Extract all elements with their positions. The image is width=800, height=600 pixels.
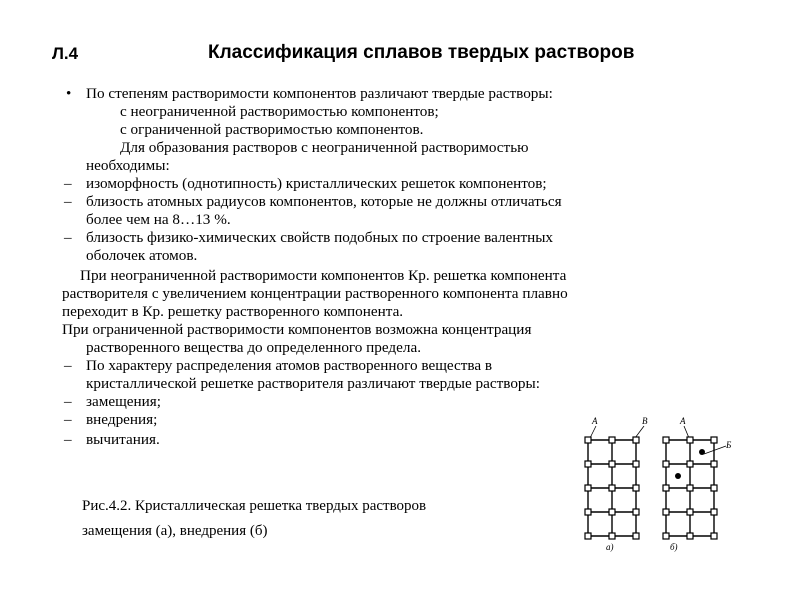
figure-caption-line2: замещения (а), внедрения (б) xyxy=(82,523,268,539)
label-b2-side: Б xyxy=(726,440,732,450)
text-line: переходит в Кр. решетку растворенного компонента. xyxy=(62,303,404,320)
label-a-top: А xyxy=(592,416,598,426)
text-line: близость физико-химических свойств подобных по строение валентных xyxy=(86,229,554,246)
text-line: кристаллической решетке растворителя различают твердые растворы: xyxy=(86,375,540,392)
text-line: По характеру распределения атомов растворенного вещества в xyxy=(86,357,493,374)
text-line: более чем на 8…13 %. xyxy=(86,211,231,228)
text-line: По степеням растворимости компонентов различают твердые растворы: xyxy=(86,85,553,102)
dash-marker: – xyxy=(64,393,72,410)
dash-marker: – xyxy=(64,175,72,192)
text-line: При ограниченной растворимости компонентов возможна концентрация xyxy=(62,321,532,338)
text-line: растворителя с увеличением концентрации растворенного компонента плавно xyxy=(62,285,568,302)
text-line: изоморфность (однотипность) кристаллических решеток компонентов; xyxy=(86,175,547,192)
text-line: с неограниченной растворимостью компонентов; xyxy=(120,103,439,120)
text-line: оболочек атомов. xyxy=(86,247,198,264)
text-line: близость атомных радиусов компонентов, которые не должны отличаться xyxy=(86,193,562,210)
text-line: растворенного вещества до определенного предела. xyxy=(86,339,422,356)
sublabel-a: а) xyxy=(606,542,614,552)
text-line: При неограниченной растворимости компонентов Кр. решетка компонента xyxy=(80,267,567,284)
text-line: замещения; xyxy=(86,393,161,410)
text-line: необходимы: xyxy=(86,157,170,174)
text-line: вычитания. xyxy=(86,431,160,448)
sublabel-b: б) xyxy=(670,542,678,552)
text-line: с ограниченной растворимостью компонентов. xyxy=(120,121,424,138)
dash-marker: – xyxy=(64,411,72,428)
text-line: внедрения; xyxy=(86,411,158,428)
dash-marker: – xyxy=(64,229,72,246)
crystal-lattice-figure xyxy=(578,412,738,552)
bullet-marker: • xyxy=(66,85,72,102)
label-b-top: В xyxy=(642,416,648,426)
lecture-number: Л.4 xyxy=(52,44,79,63)
dash-marker: – xyxy=(64,193,72,210)
slide-title: Классификация сплавов твердых растворов xyxy=(208,42,635,63)
dash-marker: – xyxy=(64,357,72,374)
text-line: Для образования растворов с неограниченной растворимостью xyxy=(120,139,529,156)
dash-marker: – xyxy=(64,431,72,448)
figure-caption-line1: Рис.4.2. Кристаллическая решетка твердых растворов xyxy=(82,498,427,514)
label-a2-top: А xyxy=(680,416,686,426)
